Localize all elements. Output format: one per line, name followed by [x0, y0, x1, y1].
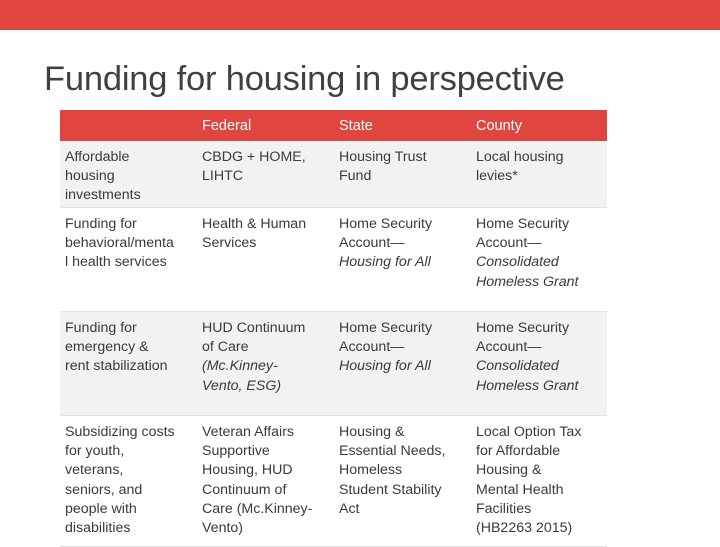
header-cell-county: County	[471, 110, 607, 141]
federal-cell: Veteran Affairs Supportive Housing, HUD Continuum of Care (Mc.Kinney- Vento)	[197, 416, 334, 547]
row-label-cell: Subsidizing costs for youth, veterans, seniors, and people with disabilities	[60, 416, 197, 547]
state-cell: Home Security Account— Housing for All	[334, 208, 471, 312]
county-cell: Local Option Tax for Affordable Housing & Mental Health Facilities (HB2263 2015)	[471, 416, 607, 547]
table-row	[60, 208, 607, 312]
county-cell: Home Security Account— Consolidated Homeless Grant	[471, 208, 607, 312]
table-row	[60, 141, 607, 208]
funding-table	[60, 110, 607, 547]
row-label-cell: Funding for behavioral/menta l health services	[60, 208, 197, 312]
state-cell: Housing & Essential Needs, Homeless Student Stability Act	[334, 416, 471, 547]
table-row	[60, 312, 607, 416]
top-accent-bar	[0, 0, 720, 30]
header-cell-state: State	[334, 110, 471, 141]
county-cell: Local housing levies*	[471, 141, 607, 208]
federal-cell: Health & Human Services	[197, 208, 334, 312]
county-cell: Home Security Account— Consolidated Homeless Grant	[471, 312, 607, 416]
header-cell-federal: Federal	[197, 110, 334, 141]
federal-cell: HUD Continuum of Care (Mc.Kinney- Vento, ESG)	[197, 312, 334, 416]
table-header-row	[60, 110, 607, 141]
state-cell: Home Security Account— Housing for All	[334, 312, 471, 416]
row-label-cell: Funding for emergency & rent stabilization	[60, 312, 197, 416]
state-cell: Housing Trust Fund	[334, 141, 471, 208]
table-row	[60, 416, 607, 547]
header-cell-blank	[60, 110, 197, 141]
slide-title: Funding for housing in perspective	[44, 60, 565, 98]
row-label-cell: Affordable housing investments	[60, 141, 197, 208]
federal-cell: CBDG + HOME, LIHTC	[197, 141, 334, 208]
